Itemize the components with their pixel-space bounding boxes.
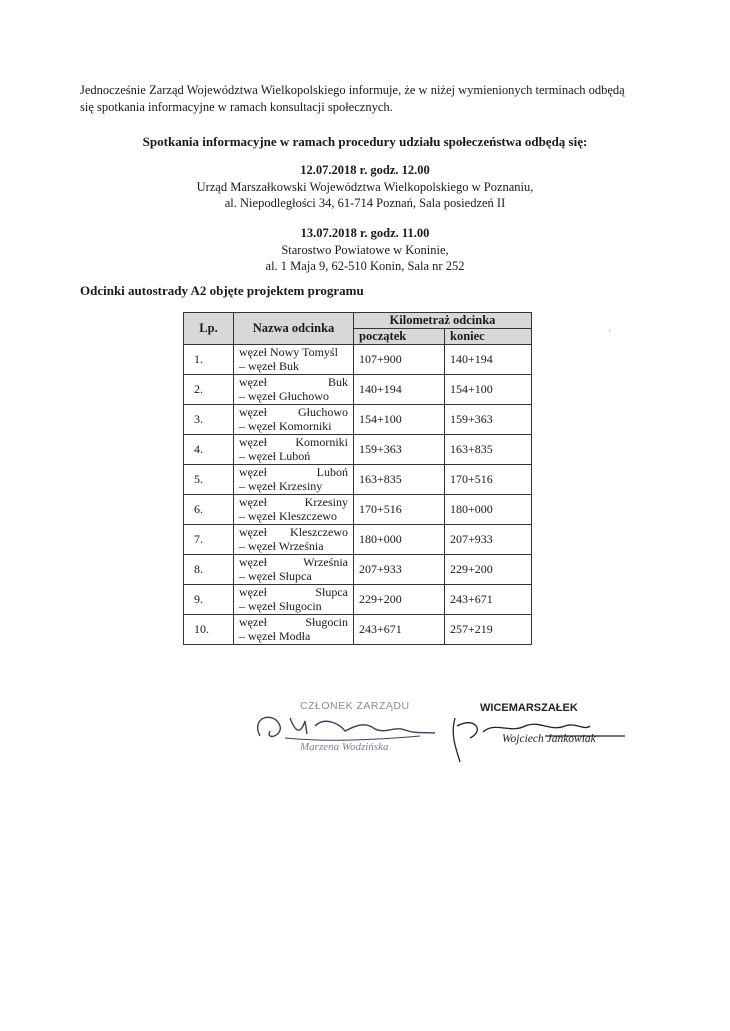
row-start-km: 180+000 — [354, 525, 445, 555]
row-lp: 5. — [184, 465, 234, 495]
row-name-from-place: Września — [303, 555, 348, 569]
header-end: koniec — [445, 329, 532, 345]
row-name — [234, 555, 354, 585]
row-end-km: 159+363 — [445, 405, 532, 435]
row-start-km: 243+671 — [354, 615, 445, 645]
row-start-km: 107+900 — [354, 345, 445, 375]
row-name-from: węzeł — [239, 405, 267, 419]
row-name — [234, 435, 354, 465]
row-name — [234, 495, 354, 525]
row-end-km: 170+516 — [445, 465, 532, 495]
row-end-km: 257+219 — [445, 615, 532, 645]
row-start-km: 229+200 — [354, 585, 445, 615]
row-name-from-place: Luboń — [316, 465, 348, 479]
meeting-2-place: Starostwo Powiatowe w Koninie, — [281, 242, 449, 257]
row-start-km: 154+100 — [354, 405, 445, 435]
row-name-from: węzeł — [239, 525, 267, 539]
meeting-2-date: 13.07.2018 r. godz. 11.00 — [300, 226, 430, 240]
row-end-km: 229+200 — [445, 555, 532, 585]
row-name-from-place: Kleszczewo — [290, 525, 348, 539]
row-end-km: 140+194 — [445, 345, 532, 375]
table-row — [184, 555, 532, 585]
row-name-from-place: Krzesiny — [304, 495, 348, 509]
header-lp: Lp. — [184, 313, 234, 345]
table-row — [184, 375, 532, 405]
table-row — [184, 435, 532, 465]
row-lp: 1. — [184, 345, 234, 375]
right-signer-name: Wojciech Jankowiak — [502, 733, 596, 745]
row-name — [234, 345, 354, 375]
row-end-km: 180+000 — [445, 495, 532, 525]
table-row — [184, 615, 532, 645]
meeting-1-date: 12.07.2018 r. godz. 12.00 — [300, 163, 430, 177]
meeting-1-place: Urząd Marszałkowski Województwa Wielkopolskiego w Poznaniu, — [196, 179, 534, 194]
intro-line-1: Jednocześnie Zarząd Województwa Wielkopolskiego informuje, że w niżej wymienionych terminach odbędą — [80, 83, 625, 97]
table-body — [184, 345, 532, 645]
row-start-km: 207+933 — [354, 555, 445, 585]
row-name-from-place: Głuchowo — [298, 405, 348, 419]
row-name — [234, 465, 354, 495]
row-name — [234, 615, 354, 645]
row-name-from: węzeł — [239, 375, 267, 389]
table-row — [184, 585, 532, 615]
section-title: Odcinki autostrady A2 objęte projektem programu — [80, 283, 364, 298]
left-signature-underline — [285, 736, 420, 740]
row-name-to: – węzeł Buk — [239, 358, 299, 373]
row-start-km: 140+194 — [354, 375, 445, 405]
row-name-from: węzeł — [239, 465, 267, 479]
header-km: Kilometraż odcinka — [354, 313, 532, 329]
row-name-to: – węzeł Modła — [239, 628, 311, 643]
row-lp: 6. — [184, 495, 234, 525]
left-signer-name: Marzena Wodzińska — [300, 741, 389, 753]
row-end-km: 207+933 — [445, 525, 532, 555]
row-end-km: 154+100 — [445, 375, 532, 405]
table-row — [184, 405, 532, 435]
intro-paragraph — [80, 82, 660, 116]
row-lp: 3. — [184, 405, 234, 435]
header-start: początek — [354, 329, 445, 345]
row-lp: 2. — [184, 375, 234, 405]
row-name-to: – węzeł Kleszczewo — [239, 508, 337, 523]
meetings-heading: Spotkania informacyjne w ramach procedury udziału społeczeństwa odbędą się: — [142, 134, 588, 149]
row-name-from-place: Słupca — [315, 585, 348, 599]
row-name-from: węzeł — [239, 495, 267, 509]
row-name-from: węzeł — [239, 555, 267, 569]
row-lp: 9. — [184, 585, 234, 615]
row-name-from: węzeł — [239, 585, 267, 599]
left-signature — [258, 717, 435, 736]
segments-table — [183, 312, 532, 645]
table-row — [184, 345, 532, 375]
meeting-1-address: al. Niepodległości 34, 61-714 Poznań, Sala posiedzeń II — [224, 196, 506, 210]
row-name-from: węzeł — [239, 615, 267, 629]
right-stamp: WICEMARSZAŁEK — [480, 702, 578, 714]
row-name-to: – węzeł Luboń — [239, 448, 311, 463]
row-name-from-place: Buk — [327, 375, 348, 389]
row-name — [234, 405, 354, 435]
row-name-from: węzeł Nowy Tomyśl — [239, 345, 338, 359]
row-name-from-place: Komorniki — [295, 435, 348, 449]
row-name-to: – węzeł Września — [239, 538, 324, 553]
row-lp: 8. — [184, 555, 234, 585]
header-name: Nazwa odcinka — [234, 313, 354, 345]
row-name-from-place: Sługocin — [305, 615, 348, 629]
row-name — [234, 375, 354, 405]
scan-mark: › — [608, 325, 611, 335]
row-name-from: węzeł — [239, 435, 267, 449]
row-name — [234, 525, 354, 555]
row-name-to: – węzeł Krzesiny — [239, 478, 323, 493]
row-end-km: 243+671 — [445, 585, 532, 615]
row-start-km: 159+363 — [354, 435, 445, 465]
left-stamp: CZŁONEK ZARZĄDU — [300, 700, 410, 712]
row-name-to: – węzeł Głuchowo — [239, 388, 329, 403]
row-start-km: 163+835 — [354, 465, 445, 495]
meeting-2-address: al. 1 Maja 9, 62-510 Konin, Sala nr 252 — [265, 259, 465, 273]
row-start-km: 170+516 — [354, 495, 445, 525]
row-name-to: – węzeł Słupca — [239, 568, 312, 583]
table-row — [184, 495, 532, 525]
table-row — [184, 465, 532, 495]
row-lp: 4. — [184, 435, 234, 465]
row-name-to: – węzeł Sługocin — [239, 598, 322, 613]
table-row — [184, 525, 532, 555]
row-lp: 7. — [184, 525, 234, 555]
row-name-to: – węzeł Komorniki — [239, 418, 332, 433]
meeting-1 — [90, 162, 640, 212]
row-end-km: 163+835 — [445, 435, 532, 465]
meeting-2 — [90, 225, 640, 275]
row-name — [234, 585, 354, 615]
row-lp: 10. — [184, 615, 234, 645]
intro-line-2: się spotkania informacyjne w ramach konsultacji społecznych. — [80, 100, 393, 114]
